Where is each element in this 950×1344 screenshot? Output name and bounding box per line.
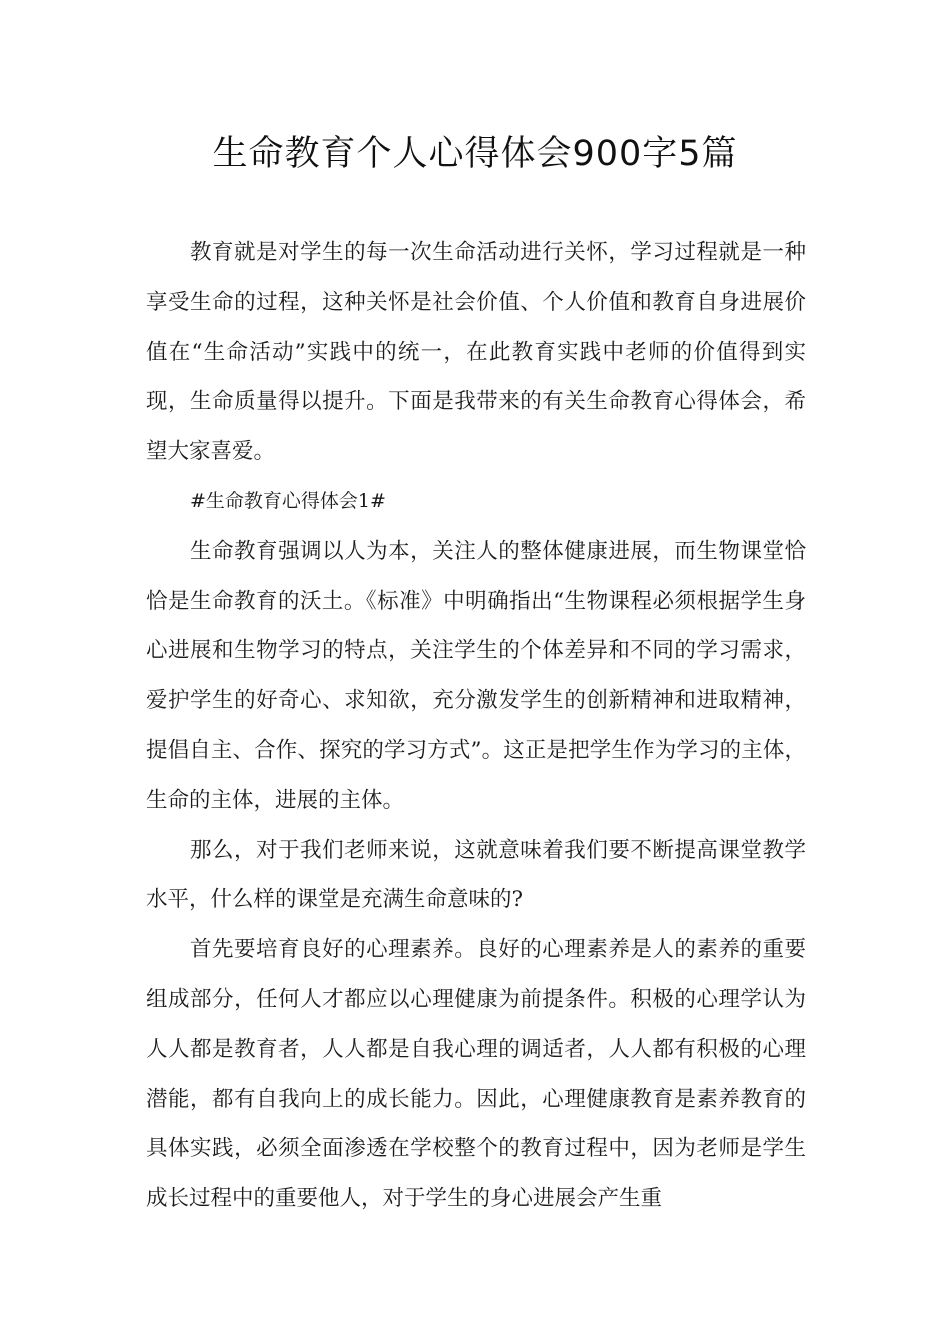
body-paragraph: 生命教育强调以人为本，关注人的整体健康进展，而生物课堂恰恰是生命教育的沃土。《标准》中明确指出“生物课程必须根据学生身心进展和生物学习的特点，关注学生的个体差异和不同的学习需求，爱护学生的好奇心、求知欲，充分激发学生的创新精神和进取精神，提倡自主、合作、探究的学习方式”。这正是把学生作为学习的主体，生命的主体，进展的主体。	[146, 538, 806, 813]
document-body	[146, 228, 806, 1224]
body-paragraph: 那么，对于我们老师来说，这就意味着我们要不断提高课堂教学水平，什么样的课堂是充满生命意味的?	[146, 837, 806, 913]
intro-paragraph: 教育就是对学生的每一次生命活动进行关怀，学习过程就是一种享受生命的过程，这种关怀是社会价值、个人价值和教育自身进展价值在“生命活动”实践中的统一，在此教育实践中老师的价值得到实现，生命质量得以提升。下面是我带来的有关生命教育心得体会，希望大家喜爱。	[146, 240, 806, 465]
body-paragraph: 首先要培育良好的心理素养。良好的心理素养是人的素养的重要组成部分，任何人才都应以心理健康为前提条件。积极的心理学认为人人都是教育者，人人都是自我心理的调适者，人人都有积极的心理潜能，都有自我向上的成长能力。因此，心理健康教育是素养教育的具体实践，必须全面渗透在学校整个的教育过程中，因为老师是学生成长过程中的重要他人，对于学生的身心进展会产生重	[146, 937, 806, 1212]
section-heading-1: #生命教育心得体会1#	[190, 489, 386, 512]
document-title: 生命教育个人心得体会900字5篇	[212, 134, 738, 174]
